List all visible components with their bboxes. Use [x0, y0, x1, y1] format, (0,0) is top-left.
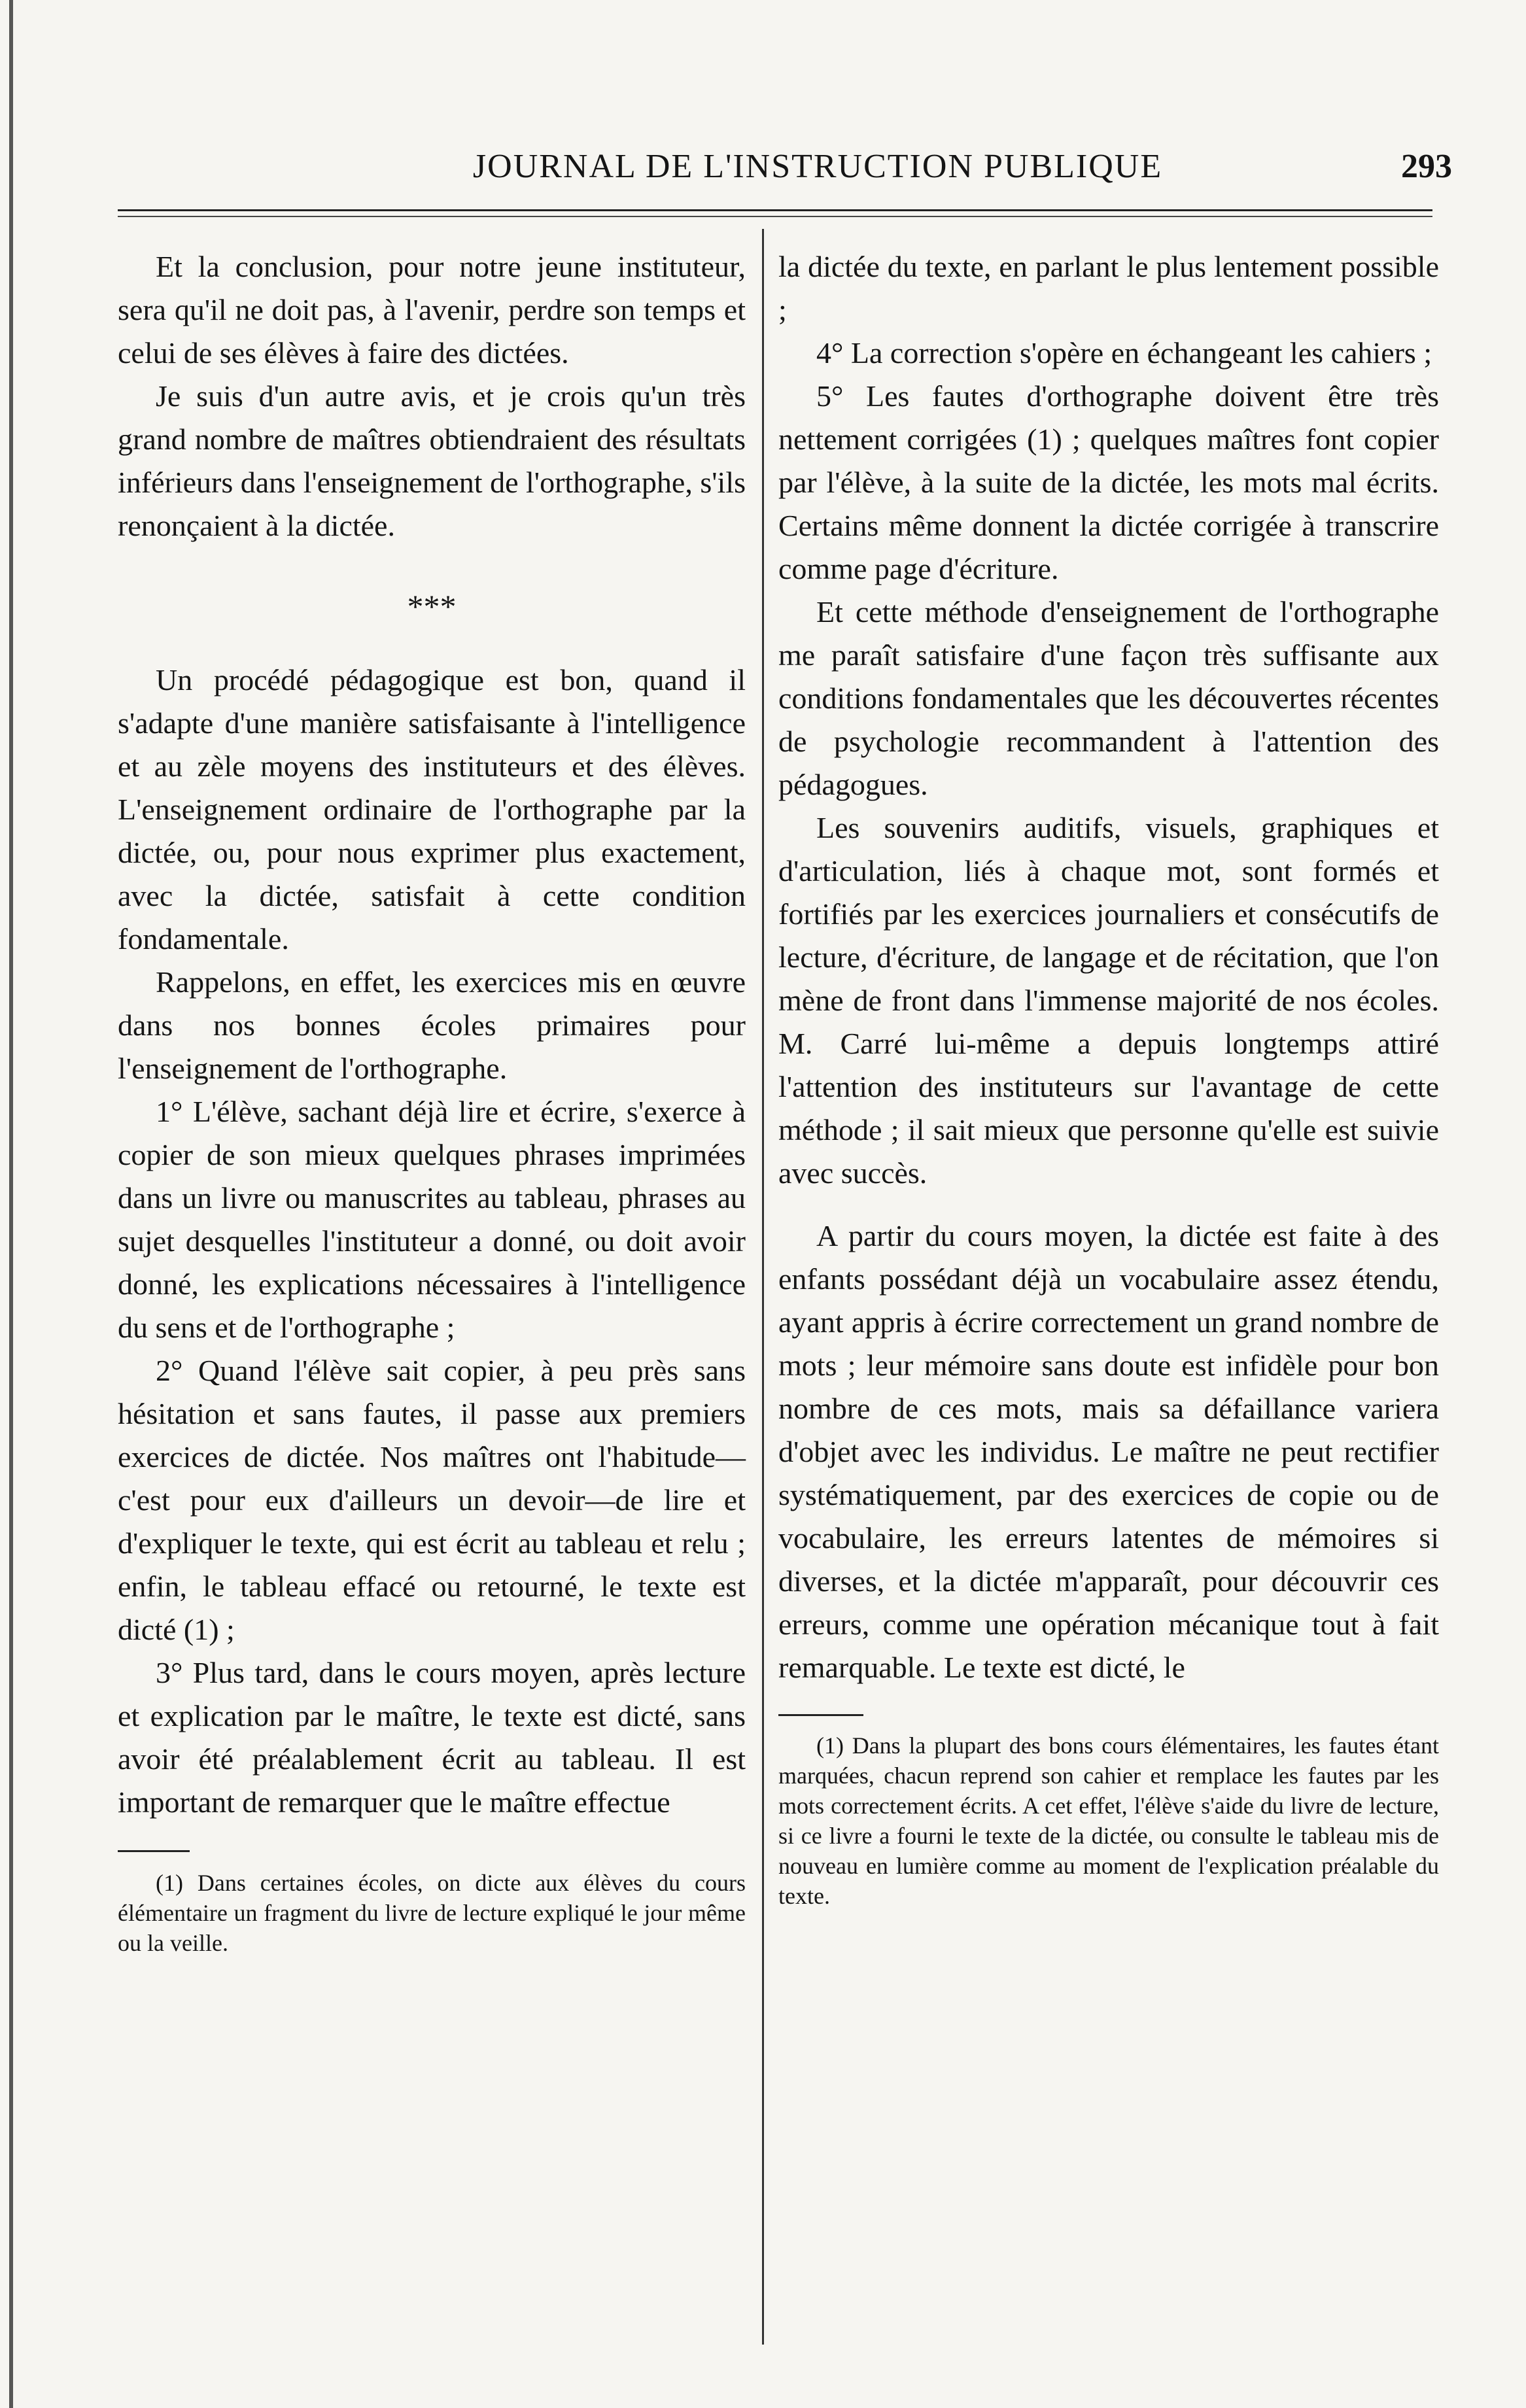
footnote-rule — [778, 1714, 863, 1716]
paragraph: Et la conclusion, pour notre jeune instituteur, sera qu'il ne doit pas, à l'avenir, perdre son temps et celui de ses élèves à faire des dictées. — [118, 250, 746, 370]
page-number: 293 — [1401, 148, 1452, 185]
left-column — [118, 245, 746, 1958]
paragraph: Un procédé pédagogique est bon, quand il s'adapte d'une manière satisfaisante à l'intelligence et au zèle moyens des instituteurs et des élèves. L'enseignement ordinaire de l'orthographe par la dictée, ou, pour nous exprimer plus exactement, avec la dictée, satisfait à cette condition fondamentale. — [118, 663, 746, 955]
paragraph: 3° Plus tard, dans le cours moyen, après lecture et explication par le maître, le texte est dicté, sans avoir été préalablement écrit au tableau. Il est important de remarquer que le maître effectue — [118, 1656, 746, 1819]
binding-edge-line — [9, 0, 13, 2408]
section-separator: *** — [407, 588, 457, 625]
paragraph: 5° Les fautes d'orthographe doivent être très nettement corrigées (1) ; quelques maîtres font copier par l'élève, à la suite de la dictée, les mots mal écrits. Certains même donnent la dictée corrigée à transcrire comme page d'écriture. — [778, 379, 1439, 585]
running-head — [118, 141, 1452, 193]
paragraph: 4° La correction s'opère en échangeant les cahiers ; — [816, 336, 1432, 370]
footnote: (1) Dans la plupart des bons cours élémentaires, les fautes étant marquées, chacun reprend son cahier et remplace les fautes par les mots correctement écrits. A cet effet, l'élève s'aide du livre de lecture, si ce livre a fourni le texte de la dictée, ou consulte le tableau mis de nouveau en lumière comme au moment de l'explication préalable du texte. — [778, 1732, 1439, 1909]
paragraph: la dictée du texte, en parlant le plus lentement possible ; — [778, 250, 1439, 326]
paragraph: 1° L'élève, sachant déjà lire et écrire, s'exerce à copier de son mieux quelques phrases imprimées dans un livre ou manuscrites au tableau, phrases au sujet desquelles l'instituteur a donné, ou doit avoir donné, les explications nécessaires à l'intelligence du sens et de l'orthographe ; — [118, 1095, 746, 1344]
paragraph: 2° Quand l'élève sait copier, à peu près sans hésitation et sans fautes, il passe aux premiers exercices de dictée. Nos maîtres ont l'habitude—c'est pour eux d'ailleurs un devoir—de lire et d'expliquer le texte, qui est écrit au tableau et relu ; enfin, le tableau effacé ou retourné, le texte est dicté (1) ; — [118, 1354, 746, 1646]
journal-title: JOURNAL DE L'INSTRUCTION PUBLIQUE — [472, 148, 1163, 185]
paragraph: Rappelons, en effet, les exercices mis en œuvre dans nos bonnes écoles primaires pour l'enseignement de l'orthographe. — [118, 965, 746, 1085]
paragraph: Je suis d'un autre avis, et je crois qu'un très grand nombre de maîtres obtiendraient des résultats inférieurs dans l'enseignement de l'orthographe, s'ils renonçaient à la dictée. — [118, 379, 746, 542]
paragraph: Et cette méthode d'enseignement de l'orthographe me paraît satisfaire d'une façon très suffisante aux conditions fondamentales que les découvertes récentes de psychologie recommandent à l'attention des pédagogues. — [778, 595, 1439, 801]
paragraph: A partir du cours moyen, la dictée est faite à des enfants possédant déjà un vocabulaire assez étendu, ayant appris à écrire correctement un grand nombre de mots ; leur mémoire sans doute est infidèle pour bon nombre de ces mots, mais sa défaillance variera d'objet avec les individus. Le maître ne peut rectifier systématiquement, par des exercices de copie ou de vocabulaire, les erreurs latentes de mémoires si diverses, et la dictée m'apparaît, pour découvrir ces erreurs, comme une opération mécanique tout à fait remarquable. Le texte est dicté, le — [778, 1219, 1439, 1684]
footnote: (1) Dans certaines écoles, on dicte aux élèves du cours élémentaire un fragment du livre de lecture expliqué le jour même ou la veille. — [118, 1870, 746, 1956]
right-column — [778, 245, 1439, 1911]
header-rule — [118, 209, 1432, 211]
paragraph: Les souvenirs auditifs, visuels, graphiques et d'articulation, liés à chaque mot, sont formés et fortifiés par les exercices journaliers et consécutifs de lecture, d'écriture, de langage et de récitation, que l'on mène de front dans l'immense majorité de nos écoles. M. Carré lui-même a depuis longtemps attiré l'attention des instituteurs sur l'avantage de cette méthode ; il sait mieux que personne qu'elle est suivie avec succès. — [778, 811, 1439, 1190]
header-rule-secondary — [118, 216, 1432, 217]
column-divider — [762, 229, 764, 2345]
footnote-rule — [118, 1850, 190, 1852]
